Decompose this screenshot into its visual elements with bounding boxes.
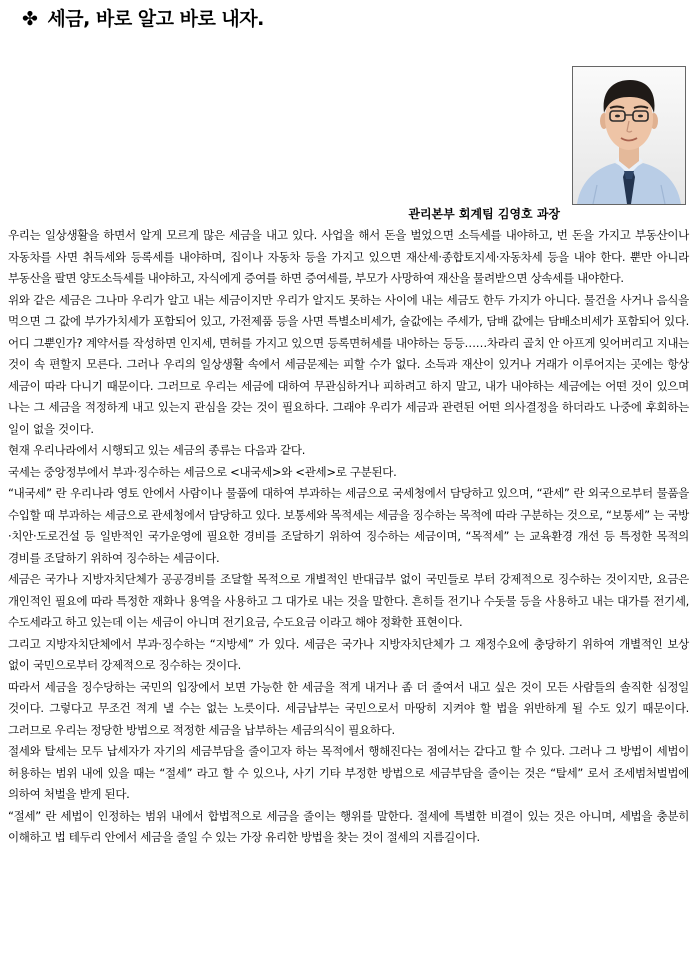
article-title-text: 세금, 바로 알고 바로 내자. [47,8,264,30]
author-photo [572,66,686,205]
article-paragraph: 국세는 중앙정부에서 부과·징수하는 세금으로 <내국세>와 <관세>로 구분된다. [8,464,397,479]
author-portrait-icon [573,67,685,204]
article-paragraph: 세금은 국가나 지방자치단체가 공공경비를 조달할 목적으로 개별적인 반대급부 없이 국민들로 부터 강제적으로 징수하는 것이지만, 요금은 개인적인 필요에 따라 특정한 재화나 용역을 사용하고 그 대가로 내는 것을 말한다. 흔히들 전기나 수돗물 등을 사용하고 내는 대가를 전기세, 수도세라고 하고 있는데 이는 세금이 아니며 전기요금, 수도요금 이라고 해야 정확한 표현이다. [8,572,689,629]
article-paragraph: 우리는 일상생활을 하면서 알게 모르게 많은 세금을 내고 있다. 사업을 해서 돈을 벌었으면 소득세를 내야하고, 번 돈을 가지고 부동산이나 자동차를 사면 취득세와 등록세를 내야하며, 집이나 자동차 등을 가지고 있으면 재산세·종합토지세·자동차세 등을 내야 한다. 뿐만 아니라 부동산을 팔면 양도소득세를 내야하고, 자식에게 증여를 하면 증여세를, 부모가 사망하여 재산을 물려받으면 상속세를 내야한다. [8,228,689,285]
article-paragraph: 현재 우리나라에서 시행되고 있는 세금의 종류는 다음과 같다. [8,443,306,457]
article-paragraph: “절세” 란 세법이 인정하는 범위 내에서 합법적으로 세금을 줄이는 행위를 말한다. 절세에 특별한 비결이 있는 것은 아니며, 세법을 충분히 이해하고 법 테두리 안에서 세금을 줄일 수 있는 가장 유리한 방법을 찾는 것이 절세의 지름길이다. [8,808,689,844]
article-paragraph: 절세와 탈세는 모두 납세자가 자기의 세금부담을 줄이고자 하는 목적에서 행해진다는 점에서는 같다고 할 수 있다. 그러나 그 방법이 세법이 허용하는 범위 내에 있을 때는 “절세” 라고 할 수 있으나, 사기 기타 부정한 방법으로 세금부담을 줄이는 것은 “탈세” 로서 조세범처벌법에 의하여 처벌을 받게 된다. [8,744,689,801]
title-bullet-icon: ✤ [22,8,38,30]
article-paragraph: 따라서 세금을 징수당하는 국민의 입장에서 보면 가능한 한 세금을 적게 내거나 좀 더 줄여서 내고 싶은 것이 모든 사람들의 솔직한 심정일 것이다. 그렇다고 무조건 적게 낼 수는 없는 노릇이다. 세금납부는 국민으로서 마땅히 지켜야 할 법을 위반하게 될 수도 있기 때문이다. 그러므로 우리는 정당한 방법으로 적정한 세금을 납부하는 세금의식이 필요하다. [8,679,689,737]
article-body [8,225,689,849]
article-title [22,4,264,31]
author-byline: 관리본부 회계팀 김영호 과장 [408,207,560,221]
article-paragraph: 그리고 지방자치단체에서 부과·징수하는 “지방세” 가 있다. 세금은 국가나 지방자치단체가 그 재정수요에 충당하기 위하여 개별적인 보상 없이 국민으로부터 강제적으로 징수하는 것이다. [8,636,689,672]
article-paragraph: “내국세” 란 우리나라 영토 안에서 사람이나 물품에 대하여 부과하는 세금으로 국세청에서 담당하고 있으며, “관세” 란 외국으로부터 물품을 수입할 때 부과하는 세금으로 관세청에서 담당하고 있다. 보통세와 목적세는 세금을 징수하는 목적에 따라 구분하는 것으로, “보통세” 는 국방·치안·도로건설 등 일반적인 국가운영에 필요한 경비를 조달하기 위하여 징수하는 세금이며, “목적세” 는 교육환경 개선 등 특정한 목적의 경비를 조달하기 위하여 징수하는 세금이다. [8,486,689,565]
article-paragraph: 위와 같은 세금은 그나마 우리가 알고 내는 세금이지만 우리가 알지도 못하는 사이에 내는 세금도 한두 가지가 아니다. 물건을 사거나 음식을 먹으면 그 값에 부가가치세가 포함되어 있고, 가전제품 등을 사면 특별소비세가, 술값에는 주세가, 담배 값에는 담배소비세가 포함되어 있다. 어디 그뿐인가? 계약서를 작성하면 인지세, 면허를 가지고 있으면 등록면허세를 내야하는 등등……차라리 골치 안 아프게 잊어버리고 지내는 것이 속 편할지 모른다. 그러나 우리의 일상생활 속에서 세금문제는 피할 수가 없다. 소득과 재산이 있거나 거래가 이루어지는 곳에는 항상 세금이 따라 다니기 때문이다. 그러므로 우리는 세금에 대하여 무관심하거나 피하려고 하지 말고, 내가 내야하는 세금에는 어떤 것이 있으며 나는 그 세금을 적정하게 내고 있는지 관심을 갖는 것이 필요하다. 그래야 우리가 세금과 관련된 어떤 의사결정을 하더라도 나중에 후회하는 일이 없을 것이다. [8,292,689,436]
